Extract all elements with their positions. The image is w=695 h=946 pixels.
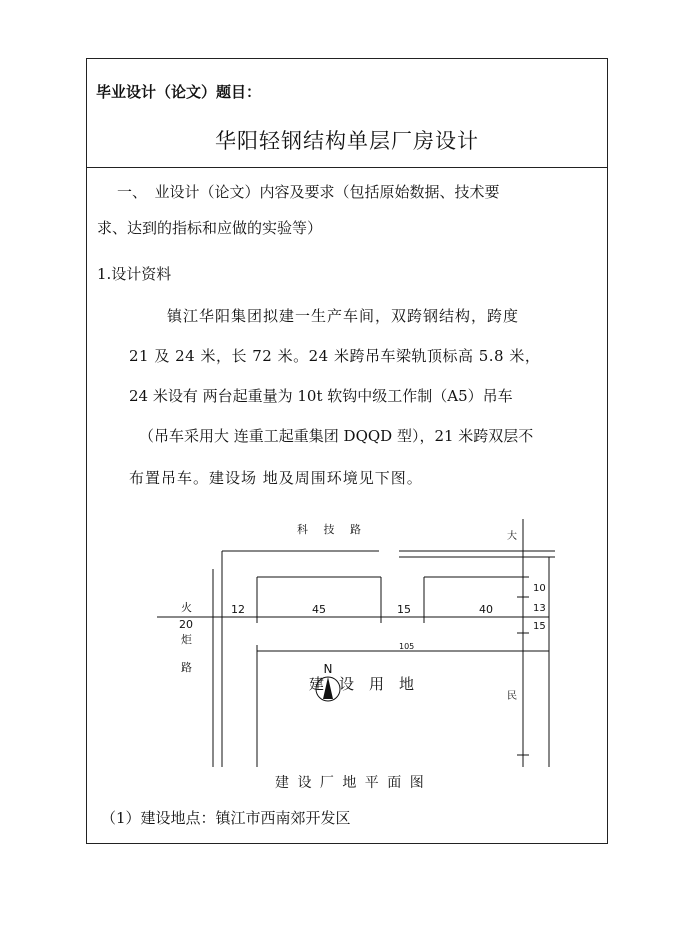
road-left-label-3: 路 [181,661,192,674]
road-top-label: 科 技 路 [297,523,367,536]
row-divider [87,167,607,168]
paragraph-line: （吊车采用大 连重工起重集团 DQQD 型），21 米跨双层不 [139,427,534,445]
paragraph-line: 24 米设有 两台起重量为 10t 软钩中级工作制（A5）吊车 [129,387,513,405]
requirements-heading-line2: 求、达到的指标和应做的实验等） [97,219,323,237]
road-right-top-label: 大 [507,531,517,542]
dim-15: 15 [397,603,411,616]
paragraph-line: 布置吊车。建设场 地及周围环境见下图。 [129,469,423,487]
requirements-heading-line1: 一、 业设计（论文）内容及要求（包括原始数据、技术要 [117,183,500,201]
dim-10: 10 [533,583,546,594]
dim-13: 13 [533,603,546,614]
paragraph-line: 镇江华阳集团拟建一生产车间，双跨钢结构，跨度 [167,307,520,325]
site-area-label: 建 设 用 地 [309,675,415,693]
north-label: N [323,662,333,676]
thesis-title-label: 毕业设计（论文）题目： [96,83,262,101]
dim-20: 20 [179,618,193,631]
road-left-label-1: 火 [181,601,192,614]
dim-12: 12 [231,603,245,616]
road-right-bottom-label: 民 [507,691,517,702]
site-plan-caption: 建 设 厂 地 平 面 图 [275,775,426,791]
thesis-title: 华阳轻钢结构单层厂房设计 [215,129,479,153]
dim-15-vertical: 15 [533,621,546,632]
road-left-label-2: 炬 [181,633,192,646]
document-frame [86,58,608,844]
dim-40: 40 [479,603,493,616]
site-location: （1）建设地点：镇江市西南郊开发区 [101,809,351,827]
dim-105: 105 [399,642,415,651]
site-plan-drawing [87,499,607,799]
section-design-data: 1.设计资料 [97,265,172,283]
paragraph-line: 21 及 24 米，长 72 米。24 米跨吊车梁轨顶标高 5.8 米， [129,347,541,365]
dim-45: 45 [312,603,326,616]
